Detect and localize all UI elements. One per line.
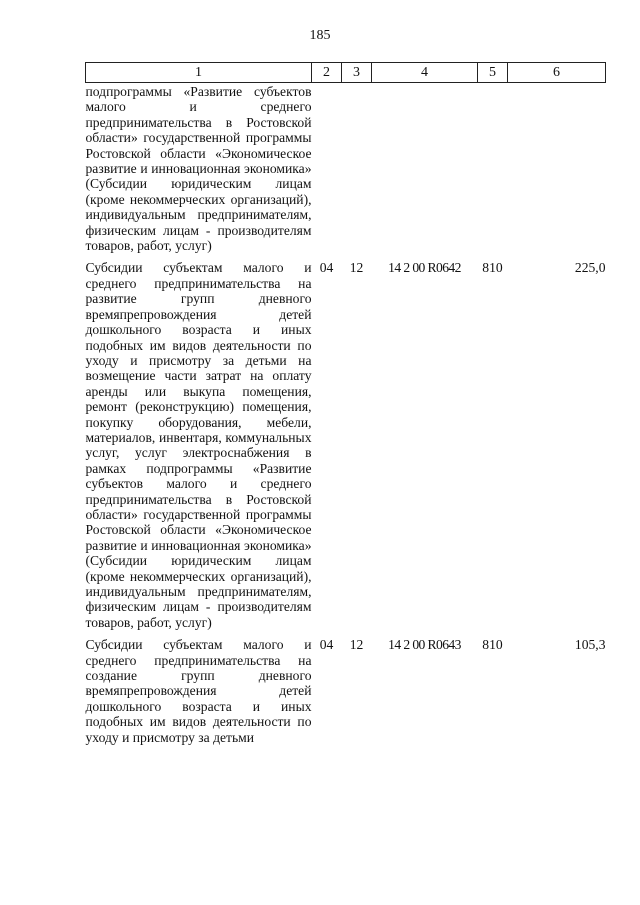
column-header-3: 3	[342, 63, 372, 83]
budget-table	[85, 62, 606, 751]
row-amount: 105,3	[574, 637, 606, 653]
row-section	[312, 83, 342, 260]
table-row	[86, 636, 606, 751]
page-number: 185	[309, 28, 331, 43]
column-header-2: 2	[312, 63, 342, 83]
row-expense-type	[478, 83, 508, 260]
table-header	[86, 63, 606, 83]
row-target-article: 14 2 00 R0643	[388, 637, 461, 653]
column-header-6: 6	[508, 63, 606, 83]
table-row	[86, 259, 606, 636]
row-expense-type: 810	[482, 637, 503, 653]
table-row	[86, 83, 606, 260]
row-amount: 225,0	[574, 260, 606, 276]
row-subsection	[342, 83, 372, 260]
row-target-article	[372, 83, 478, 260]
row-section: 04	[319, 637, 334, 653]
row-target-article: 14 2 00 R0642	[388, 260, 461, 276]
column-header-4: 4	[372, 63, 478, 83]
row-description: подпрограммы «Развитие субъектов малого и среднего предпринимательства в Ростовской области» государственной программы Ростовской области «Экономическое развитие и инновационная экономика» (Субсидии юридическим лицам (кроме некоммерческих организаций), индивидуальным предпринимателям, физическим лицам - производителям товаров, работ, услуг)	[85, 84, 312, 254]
column-header-5: 5	[478, 63, 508, 83]
row-amount	[508, 83, 606, 260]
row-description: Субсидии субъектам малого и среднего предпринимательства на развитие групп дневного времяпрепровождения детей дошкольного возраста и иных подобных им видов деятельности по уходу и присмотру за детьми на возмещение части затрат на оплату аренды или выкупа помещения, ремонт (реконструкцию) помещения, покупку оборудования, мебели, материалов, инвентаря, коммунальных услуг, услуг электроснабжения в рамках подпрограммы «Развитие субъектов малого и среднего предпринимательства в Ростовской области» государственной программы Ростовской области «Экономическое развитие и инновационная экономика» (Субсидии юридическим лицам (кроме некоммерческих организаций), индивидуальным предпринимателям, физическим лицам - производителям товаров, работ, услуг)	[85, 260, 312, 630]
column-header-1: 1	[86, 63, 312, 83]
row-subsection: 12	[349, 260, 364, 276]
row-subsection: 12	[349, 637, 364, 653]
row-expense-type: 810	[482, 260, 503, 276]
table-body	[86, 83, 606, 752]
row-description: Субсидии субъектам малого и среднего предпринимательства на создание групп дневного времяпрепровождения детей дошкольного возраста и иных подобных им видов деятельности по уходу и присмотру за детьми	[85, 637, 312, 745]
header-row	[86, 63, 606, 83]
row-section: 04	[319, 260, 334, 276]
